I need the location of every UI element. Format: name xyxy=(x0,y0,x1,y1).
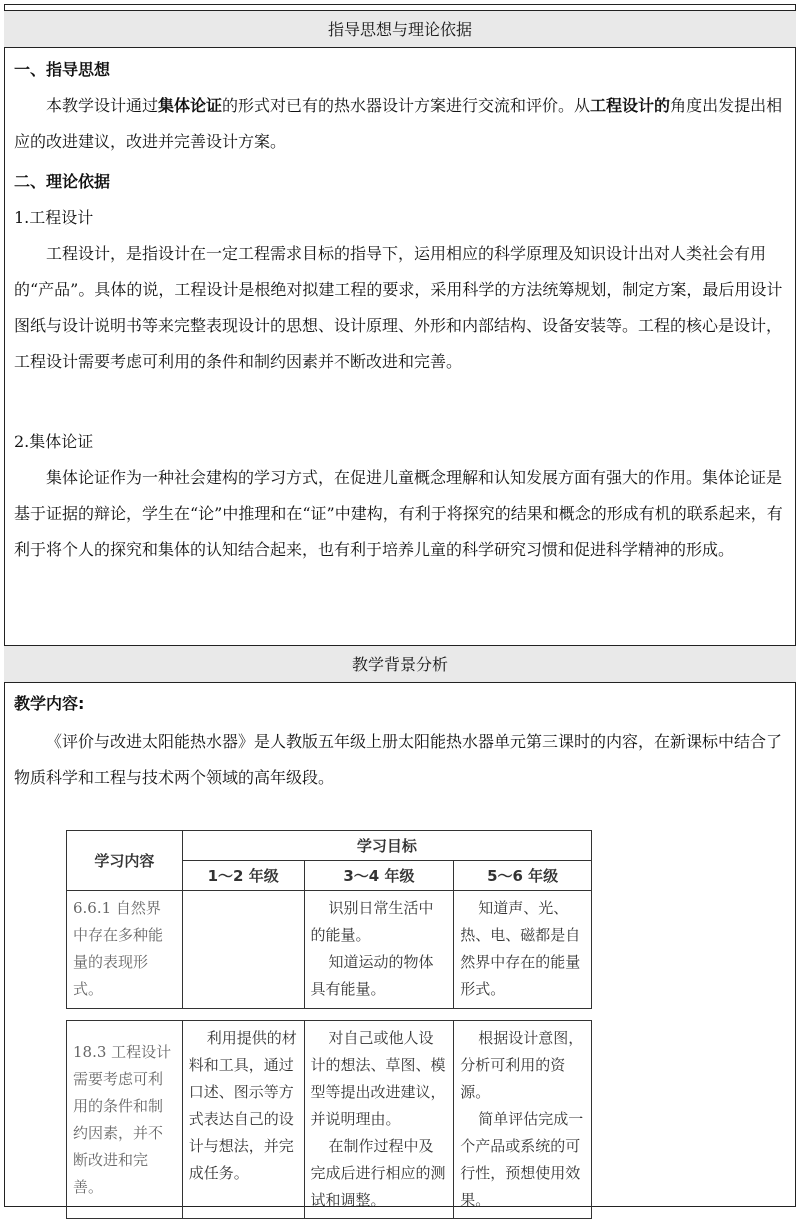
guiding-bold-engineering: 工程设计的 xyxy=(590,96,671,115)
guiding-bold-collective: 集体论证 xyxy=(158,96,223,115)
header-grade-1-2: 1～2 年级 xyxy=(182,861,304,891)
engineering-grade-5-6-cell xyxy=(454,1021,592,1219)
section-header-background: 教学背景分析 xyxy=(4,645,796,683)
engineering-grade-5-6-item-2: 简单评估完成一个产品或系统的可行性，预想使用效果。 xyxy=(460,1110,584,1209)
engineering-grade-3-4-item-1: 对自己或他人设计的想法、草图、模型等提出改进建议，并说明理由。 xyxy=(310,1029,446,1128)
engineering-grade-1-2-cell: 利用提供的材料和工具，通过口述、图示等方式表达自己的设计与想法，并完成任务。 xyxy=(182,1021,304,1219)
subheading-collective-argument: 2.集体论证 xyxy=(14,432,94,451)
teaching-content-paragraph: 《评价与改进太阳能热水器》是人教版五年级上册太阳能热水器单元第三课时的内容，在新课标中结合了物质科学和工程与技术两个领域的高年级段。 xyxy=(14,732,783,787)
header-grade-5-6: 5～6 年级 xyxy=(454,861,592,891)
energy-grade-5-6-cell: 知道声、光、热、电、磁都是自然界中存在的能量形式。 xyxy=(454,891,592,1009)
engineering-design-paragraph: 工程设计，是指设计在一定工程需求目标的指导下，运用相应的科学原理及知识设计出对人类社会有用的“产品”。具体的说，工程设计是根绝对拟建工程的要求，采用科学的方法统筹规划，制定方案，最后用设计图纸与设计说明书等来完整表现设计的思想、设计原理、外形和内部结构、设备安装等。工程的核心是设计，工程设计需要考虑可利用的条件和制约因素并不断改进和完善。 xyxy=(14,244,783,371)
header-learning-goals: 学习目标 xyxy=(182,831,591,861)
energy-grade-1-2-cell xyxy=(182,891,304,1009)
guiding-paragraph xyxy=(14,88,786,160)
engineering-grade-3-4-item-2: 在制作过程中及完成后进行相应的测试和调整。 xyxy=(310,1137,446,1209)
header-grade-3-4: 3～4 年级 xyxy=(304,861,454,891)
heading-teaching-content: 教学内容: xyxy=(14,694,85,713)
standards-table-engineering xyxy=(66,1020,592,1219)
header-learning-content: 学习内容 xyxy=(67,831,183,891)
energy-content-cell: 6.6.1 自然界中存在多种能量的表现形式。 xyxy=(67,891,183,1009)
standards-table-energy xyxy=(66,830,592,1009)
energy-grade-3-4-item-1: 识别日常生活中的能量。 xyxy=(310,899,434,944)
subheading-engineering-design: 1.工程设计 xyxy=(14,208,94,227)
heading-guiding-ideas: 一、指导思想 xyxy=(14,60,111,79)
engineering-grade-3-4-cell xyxy=(304,1021,454,1219)
guiding-text-a: 本教学设计通过 xyxy=(46,96,159,115)
section-header-guiding-theory: 指导思想与理论依据 xyxy=(4,10,796,48)
engineering-content-cell: 18.3 工程设计需要考虑可利用的条件和制约因素，并不断改进和完善。 xyxy=(67,1021,183,1219)
engineering-grade-5-6-item-1: 根据设计意图，分析可利用的资源。 xyxy=(460,1029,584,1101)
heading-theory-basis: 二、理论依据 xyxy=(14,172,111,191)
energy-grade-3-4-cell xyxy=(304,891,454,1009)
guiding-text-b: 的形式对已有的热水器设计方案进行交流和评价。从 xyxy=(222,96,591,115)
guiding-text-c: 角度出发提出相应的改进建议，改进并完善设计方案。 xyxy=(14,96,783,151)
collective-argument-paragraph: 集体论证作为一种社会建构的学习方式，在促进儿童概念理解和认知发展方面有强大的作用。集体论证是基于证据的辩论，学生在“论”中推理和在“证”中建构，有利于将探究的结果和概念的形成有机的联系起来，有利于将个人的探究和集体的认知结合起来，也有利于培养儿童的科学研究习惯和促进科学精神的形成。 xyxy=(14,468,783,559)
energy-grade-3-4-item-2: 知道运动的物体具有能量。 xyxy=(310,953,434,998)
